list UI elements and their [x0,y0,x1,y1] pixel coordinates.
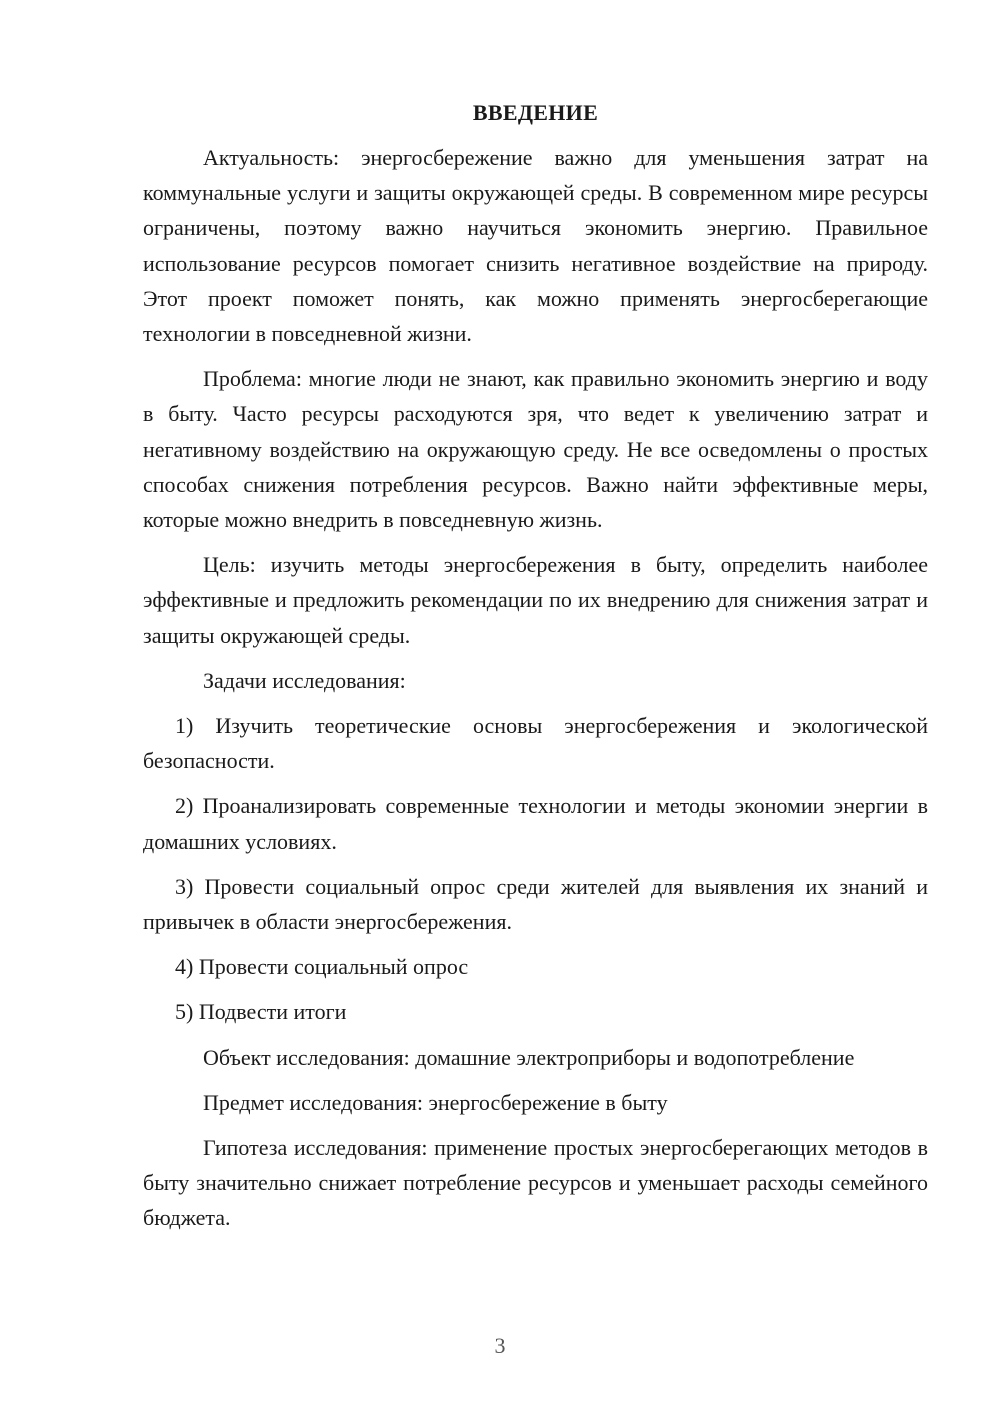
hypothesis-paragraph: Гипотеза исследования: применение простых энергосберегающих методов в быту значительно снижает потребление ресурсов и уменьшает расходы семейного бюджета. [143,1135,928,1231]
section-title: ВВЕДЕНИЕ [472,100,599,125]
tasks-heading: Задачи исследования: [203,667,406,693]
task-item-3: 3) Провести социальный опрос среди жителей для выявления их знаний и привычек в области энергосбережения. [143,873,928,935]
task-item-1: 1) Изучить теоретические основы энергосбережения и экологической безопасности. [143,713,928,774]
subject-paragraph: Предмет исследования: энергосбережение в быту [203,1089,668,1115]
document-page [143,95,928,1246]
task-item-5: 5) Подвести итоги [175,999,347,1025]
task-item-4: 4) Провести социальный опрос [175,954,469,980]
goal-paragraph: Цель: изучить методы энергосбережения в быту, определить наиболее эффективные и предложить рекомендации по их внедрению для снижения затрат и защиты окружающей среды. [143,552,928,648]
problem-paragraph: Проблема: многие люди не знают, как правильно экономить энергию и воду в быту. Часто ресурсы расходуются зря, что ведет к увеличению затрат и негативному воздействию на окружающую среду. Не все осведомлены о простых способах снижения потребления ресурсов. Важно найти эффективные меры, которые можно внедрить в повседневную жизнь. [143,366,928,533]
object-paragraph: Объект исследования: домашние электроприборы и водопотребление [203,1044,855,1070]
page-number: 3 [494,1333,506,1358]
task-item-2: 2) Проанализировать современные технологии и методы экономии энергии в домашних условиях. [143,793,928,854]
relevance-paragraph: Актуальность: энергосбережение важно для уменьшения затрат на коммунальные услуги и защиты окружающей среды. В современном мире ресурсы ограничены, поэтому важно научиться экономить энергию. Правильное использование ресурсов помогает снизить негативное воздействие на природу. Этот проект поможет понять, как можно применять энергосберегающие технологии в повседневной жизни. [143,145,928,347]
